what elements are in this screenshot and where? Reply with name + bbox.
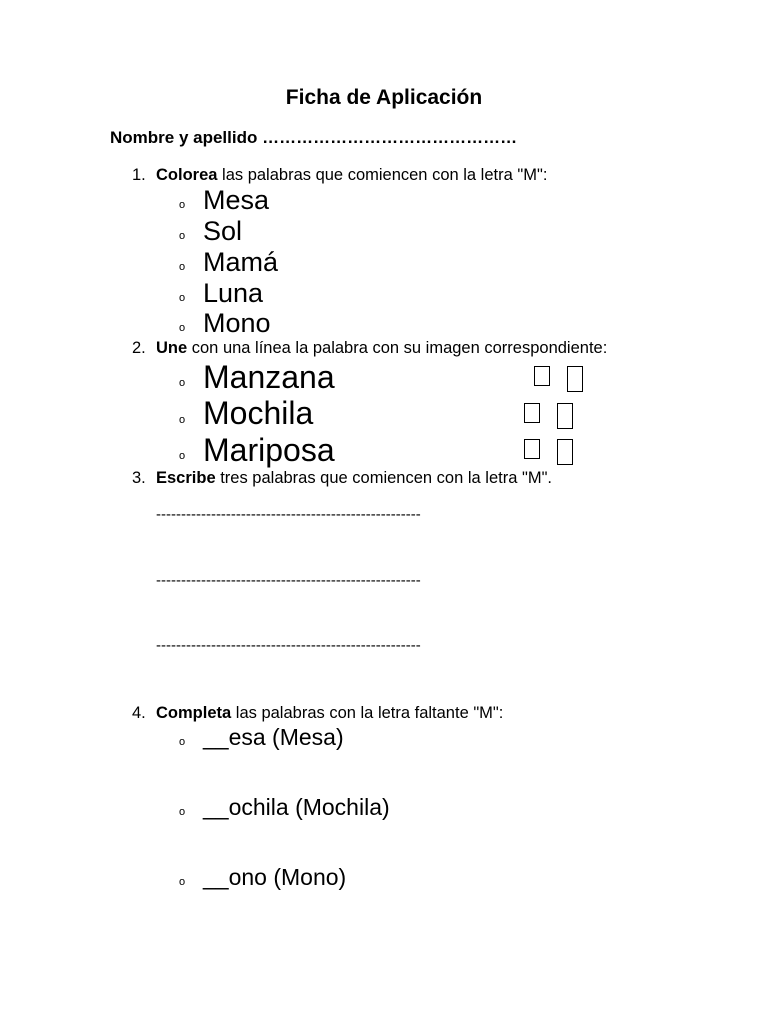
q2-word-3: Mariposa — [203, 432, 335, 468]
q4-word-1: __esa (Mesa) — [203, 724, 344, 750]
q3-verb: Escribe — [156, 469, 216, 487]
bullet: o — [179, 261, 186, 273]
bullet: o — [179, 414, 186, 426]
missing-image-icon — [557, 403, 573, 429]
missing-image-icon — [567, 366, 583, 392]
bullet: o — [179, 292, 186, 304]
q3-number: 3. — [132, 469, 146, 487]
q4-word-3: __ono (Mono) — [203, 864, 347, 890]
q2-number: 2. — [132, 339, 146, 357]
q1-verb: Colorea — [156, 166, 218, 184]
q2-word-1: Manzana — [203, 359, 335, 395]
bullet: o — [179, 377, 186, 389]
q4-instruction-rest: las palabras con la letra faltante "M": — [231, 704, 504, 722]
q4-verb: Completa — [156, 704, 232, 722]
answer-line-2: ----------------------------------------------------- — [156, 572, 421, 589]
missing-image-icon — [534, 366, 550, 386]
q1-instruction — [156, 166, 547, 185]
q1-number: 1. — [132, 166, 146, 184]
q1-instruction-rest: las palabras que comiencen con la letra "M": — [217, 166, 548, 184]
name-field-line: Nombre y apellido ……………………………………… — [110, 128, 518, 147]
q2-verb: Une — [156, 339, 188, 357]
q1-word-4: Luna — [203, 278, 264, 308]
bullet: o — [179, 736, 186, 748]
missing-image-icon — [557, 439, 573, 465]
bullet: o — [179, 876, 186, 888]
missing-image-icon — [524, 403, 540, 423]
answer-line-1: ----------------------------------------------------- — [156, 506, 421, 523]
bullet: o — [179, 450, 186, 462]
bullet: o — [179, 322, 186, 334]
q2-instruction — [156, 339, 607, 358]
bullet: o — [179, 230, 186, 242]
q3-instruction — [156, 469, 552, 488]
q3-instruction-rest: tres palabras que comiencen con la letra "M". — [215, 469, 553, 487]
q1-word-3: Mamá — [203, 247, 279, 277]
q4-number: 4. — [132, 704, 146, 722]
answer-line-3: ----------------------------------------------------- — [156, 637, 421, 654]
q4-word-2: __ochila (Mochila) — [203, 794, 390, 820]
q1-word-1: Mesa — [203, 185, 270, 215]
bullet: o — [179, 806, 186, 818]
q4-instruction — [156, 704, 503, 723]
q1-word-5: Mono — [203, 308, 271, 338]
q2-instruction-rest: con una línea la palabra con su imagen correspondiente: — [187, 339, 608, 357]
missing-image-icon — [524, 439, 540, 459]
bullet: o — [179, 199, 186, 211]
q1-word-2: Sol — [203, 216, 243, 246]
q2-word-2: Mochila — [203, 395, 314, 431]
page-title: Ficha de Aplicación — [285, 86, 483, 109]
